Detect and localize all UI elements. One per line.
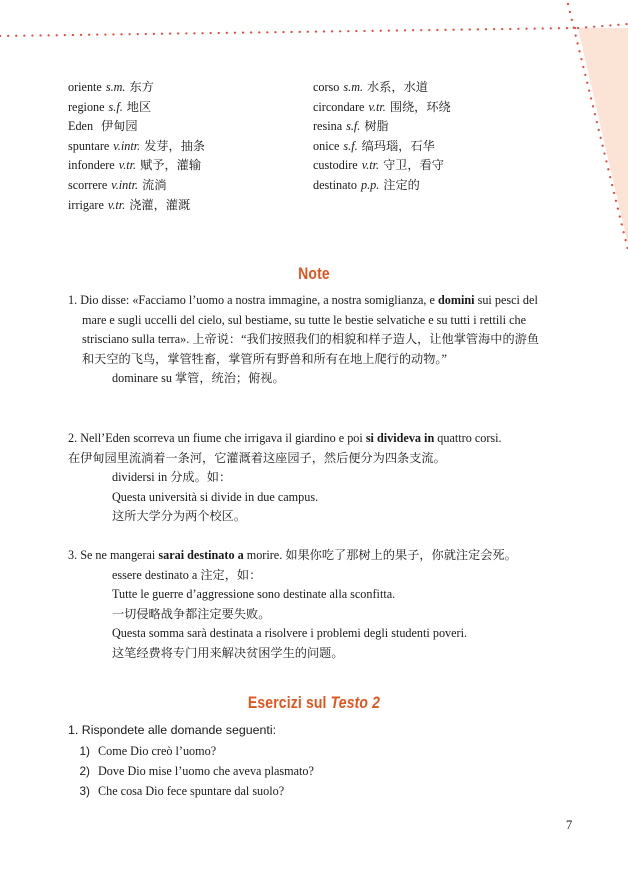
exercise-question: 1) Come Dio creò l’uomo?	[79, 744, 217, 758]
note-3-example-2-it: Questa somma sarà destinata a risolvere i problemi degli studenti poveri.	[112, 626, 468, 641]
note-3-sub: essere destinato a 注定，如：	[112, 567, 262, 582]
vocab-row: destinato p.p. 注定的	[313, 177, 420, 192]
vocab-row: infondere v.tr. 赋予，灌输	[68, 158, 202, 173]
page-number: 7	[566, 818, 573, 832]
note-3-text: 3. Se ne mangerai sarai destinato a morire. 如果你吃了那树上的果子，你就注定会死。	[68, 548, 517, 562]
note-1-sub: dominare su 掌管，统治；俯视。	[112, 371, 285, 386]
note-2-chinese: 在伊甸园里流淌着一条河，它灌溉着这座园子，然后便分为四条支流。	[68, 450, 446, 465]
dotted-top-border	[0, 28, 578, 36]
vocab-row: resina s.f. 树脂	[313, 119, 389, 134]
dotted-top-right-border	[578, 24, 628, 28]
vocab-row: onice s.f. 缟玛瑙，石华	[313, 138, 435, 153]
vocab-row: custodire v.tr. 守卫，看守	[313, 158, 444, 173]
note-2-example-zh: 这所大学分为两个校区。	[112, 509, 247, 524]
exercise-question: 2) Dove Dio mise l’uomo che aveva plasmato?	[79, 764, 314, 778]
vocab-row: circondare v.tr. 围绕，环绕	[313, 99, 451, 114]
vocab-row: irrigare v.tr. 浇灌，灌溉	[68, 197, 191, 212]
vocab-row: regione s.f. 地区	[68, 99, 152, 114]
note-3	[68, 546, 548, 664]
note-2-text: 2. Nell’Eden scorreva un fiume che irrigava il giardino e poi si divideva in quattro corsi.	[68, 431, 502, 445]
notes-title: Note	[298, 264, 330, 283]
exercises-title: Esercizi sul Testo 2	[247, 693, 381, 712]
dotted-corner-diagonal	[568, 4, 628, 250]
exercise-question: 3) Che cosa Dio fece spuntare dal suolo?	[79, 784, 285, 798]
exercise-instruction: 1. Rispondete alle domande seguenti:	[68, 723, 277, 737]
exercises-section	[68, 721, 548, 801]
note-3-example-1-zh: 一切侵略战争都注定要失败。	[112, 606, 271, 621]
vocab-row: spuntare v.intr. 发芽，抽条	[68, 138, 206, 153]
note-1	[68, 291, 548, 389]
vocab-row: scorrere v.intr. 流淌	[68, 177, 167, 192]
vocab-row: Eden 伊甸园	[68, 119, 138, 134]
vocab-row: oriente s.m. 东方	[68, 80, 154, 94]
note-3-example-1-it: Tutte le guerre d’aggressione sono destinate alla sconfitta.	[112, 587, 396, 602]
note-3-example-2-zh: 这笔经费将专门用来解决贫困学生的问题。	[112, 645, 344, 660]
note-1-text: 1. Dio disse: «Facciamo l’uomo a nostra immagine, a nostra somiglianza, e domini sui pesci del mare e sugli uccelli del cielo, sul bestiame, su tutte le bestie selvatiche e su tutti i rettili che strisciano sulla terra». 上帝说：“我们按照我们的相貌和样子造人，让他掌管海中的游鱼和天空的飞鸟，掌管牲畜，掌管所有野兽和所有在地上爬行的动物。”	[68, 293, 540, 366]
note-2	[68, 429, 548, 527]
vocab-row: corso s.m. 水系，水道	[313, 80, 428, 94]
corner-triangle	[578, 28, 628, 245]
note-2-sub: dividersi in 分成。如：	[112, 470, 232, 485]
vocabulary-left-column	[68, 78, 298, 215]
vocabulary-right-column	[313, 78, 573, 196]
note-2-example-it: Questa università si divide in due campus.	[112, 489, 319, 504]
